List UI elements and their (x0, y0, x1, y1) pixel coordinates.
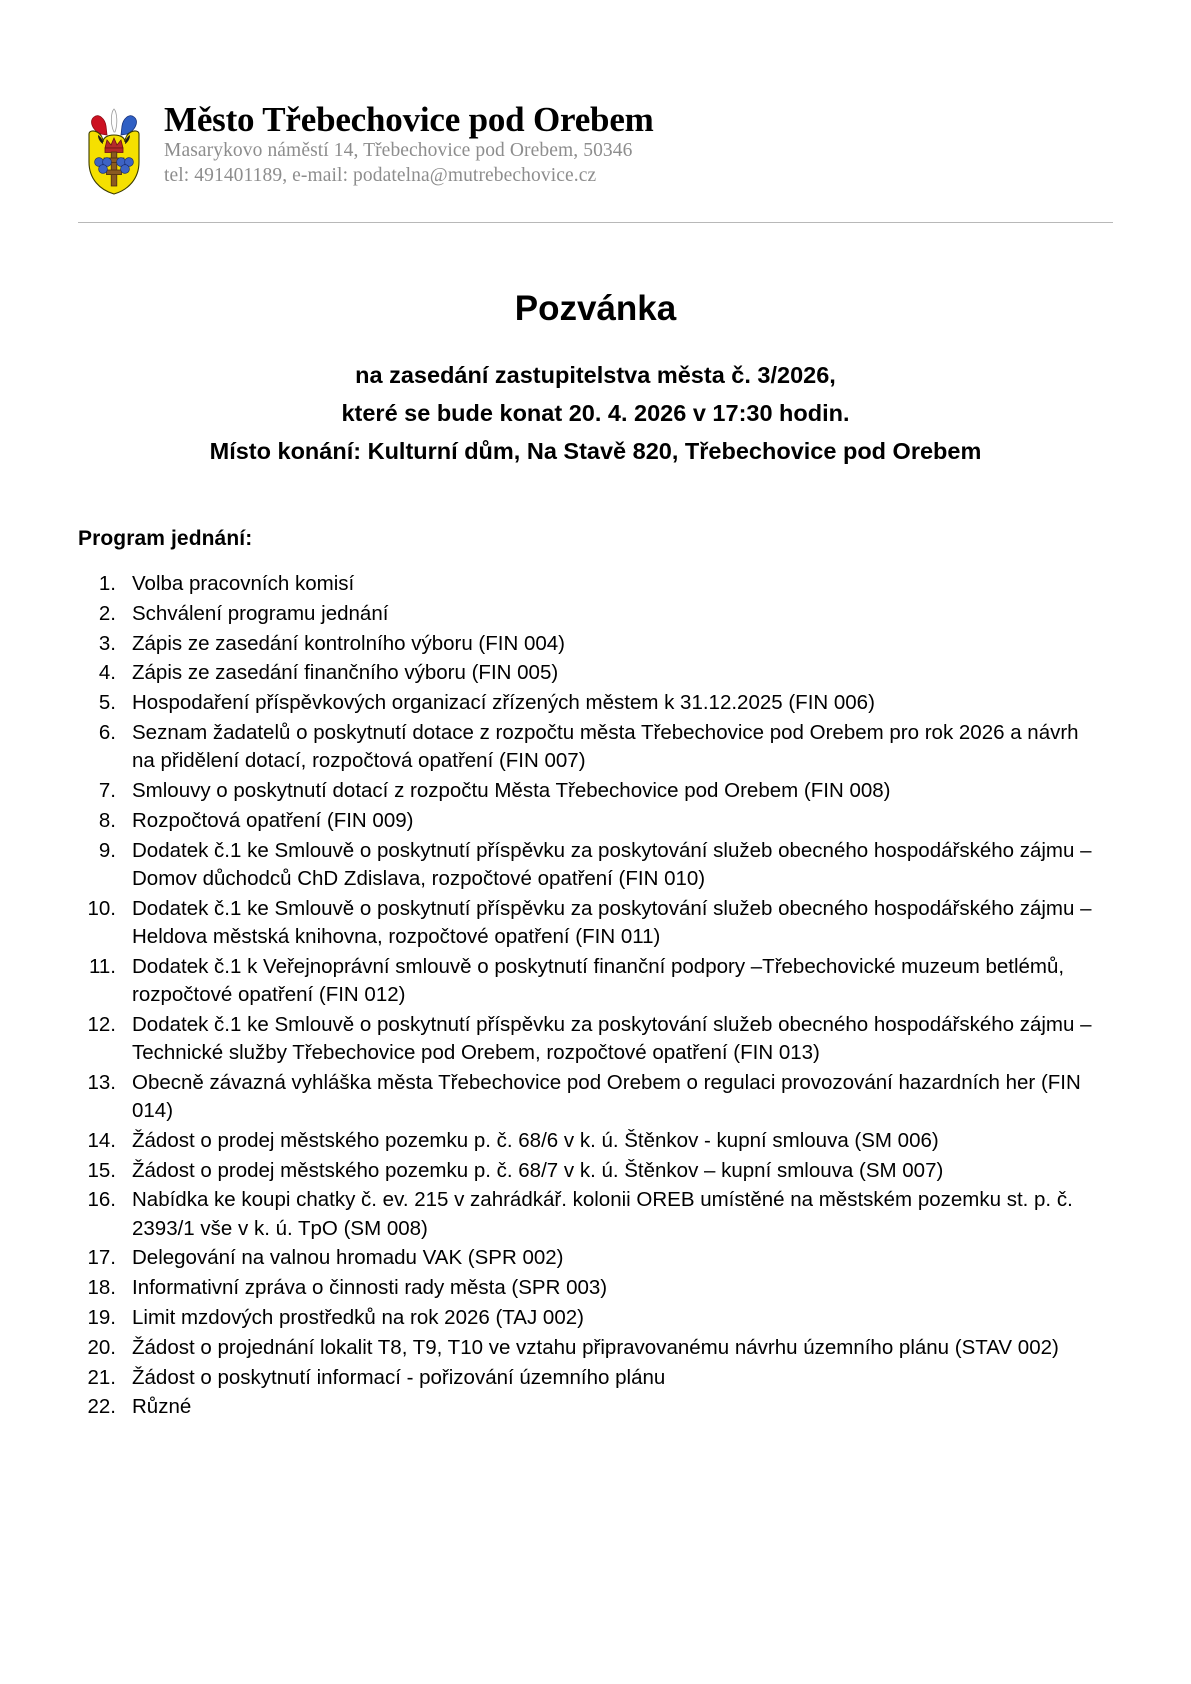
agenda-item-text: Žádost o prodej městského pozemku p. č. 68/7 v k. ú. Štěnkov – kupní smlouva (SM 007) (132, 1158, 944, 1182)
agenda-item-text: Schválení programu jednání (132, 601, 389, 625)
agenda-item (78, 837, 1118, 895)
agenda-item-number: 20. (87, 1335, 116, 1359)
agenda-item-text: Různé (132, 1395, 192, 1419)
agenda-item-number: 6. (98, 720, 116, 744)
agenda-item-number: 11. (89, 954, 116, 978)
agenda-item (78, 1186, 1118, 1244)
agenda-item (78, 570, 1118, 600)
agenda-item (78, 1393, 1118, 1423)
agenda-item-text: Dodatek č.1 ke Smlouvě o poskytnutí příspěvku za poskytování služeb obecného hospodářského zájmu –Heldova městská knihovna, rozpočtové opatření (FIN 011) (132, 896, 1092, 948)
agenda-item-text: Žádost o prodej městského pozemku p. č. 68/6 v k. ú. Štěnkov - kupní smlouva (SM 006) (132, 1128, 939, 1152)
agenda-item (78, 1304, 1118, 1334)
agenda-item-text: Dodatek č.1 k Veřejnoprávní smlouvě o poskytnutí finanční podpory –Třebechovické muzeum betlémů, rozpočtové opatření (FIN 012) (132, 954, 1065, 1006)
agenda-item-number: 4. (98, 661, 116, 685)
agenda-item-number: 16. (87, 1188, 116, 1212)
agenda-item-number: 8. (98, 808, 116, 832)
agenda-item-text: Dodatek č.1 ke Smlouvě o poskytnutí příspěvku za poskytování služeb obecného hospodářského zájmu –Domov důchodců ChD Zdislava, rozpočtové opatření (FIN 010) (132, 838, 1092, 890)
agenda-item (78, 719, 1118, 777)
agenda-item (78, 953, 1118, 1011)
agenda-item-number: 1. (98, 572, 116, 595)
agenda-list (78, 570, 1118, 1423)
agenda-item (78, 1157, 1118, 1187)
agenda-item (78, 807, 1118, 837)
organization-contact: tel: 491401189, e-mail: podatelna@mutrebechovice.cz (164, 165, 597, 187)
agenda-item-text: Obecně závazná vyhláška města Třebechovice pod Orebem o regulaci provozování hazardních her (FIN 014) (132, 1070, 1081, 1123)
letterhead (78, 100, 1113, 196)
agenda-item (78, 600, 1118, 630)
agenda-item-number: 2. (98, 601, 116, 625)
subtitle-line-3: Místo konání: Kulturní dům, Na Stavě 820, Třebechovice pod Orebem (209, 438, 982, 465)
subtitle-line-1: na zasedání zastupitelstva města č. 3/2026, (355, 362, 836, 388)
agenda-item-number: 15. (87, 1158, 116, 1182)
agenda-item-text: Zápis ze zasedání kontrolního výboru (FIN 004) (132, 631, 565, 655)
agenda-item (78, 689, 1118, 719)
agenda-item-text: Smlouvy o poskytnutí dotací z rozpočtu Města Třebechovice pod Orebem (FIN 008) (132, 778, 891, 802)
agenda-item-number: 13. (87, 1070, 116, 1094)
agenda-item-text: Seznam žadatelů o poskytnutí dotace z rozpočtu města Třebechovice pod Orebem pro rok 2026 a návrh na přidělení dotací, rozpočtová opatření (FIN 007) (132, 720, 1079, 773)
agenda-item-number: 21. (87, 1365, 116, 1389)
agenda-item (78, 630, 1118, 660)
agenda-item-text: Žádost o poskytnutí informací - pořizování územního plánu (132, 1365, 666, 1389)
agenda-item-number: 18. (87, 1276, 116, 1300)
page-title: Pozvánka (514, 289, 677, 328)
agenda-item (78, 1274, 1118, 1304)
agenda-item-text: Rozpočtová opatření (FIN 009) (132, 808, 414, 832)
agenda-item (78, 1127, 1118, 1157)
program-heading: Program jednání: (78, 527, 253, 550)
agenda-item-number: 14. (87, 1128, 116, 1152)
agenda-item-text: Žádost o projednání lokalit T8, T9, T10 ve vztahu připravovanému návrhu územního plánu (STAV 002) (132, 1335, 1059, 1359)
agenda-item (78, 1334, 1118, 1364)
agenda-item-number: 3. (98, 631, 116, 655)
header-divider (78, 222, 1113, 223)
organization-address: Masarykovo náměstí 14, Třebechovice pod Orebem, 50346 (164, 140, 633, 162)
title-block (78, 288, 1113, 470)
agenda-item (78, 895, 1118, 953)
agenda-item-number: 19. (87, 1306, 116, 1330)
agenda-item (78, 1244, 1118, 1274)
agenda-item-text: Zápis ze zasedání finančního výboru (FIN 005) (132, 661, 559, 685)
agenda-item-text: Hospodaření příspěvkových organizací zřízených městem k 31.12.2025 (FIN 006) (132, 691, 875, 715)
agenda-item-text: Informativní zpráva o činnosti rady města (SPR 003) (132, 1276, 608, 1300)
agenda-item (78, 1011, 1118, 1069)
agenda-item (78, 777, 1118, 807)
agenda-item-number: 10. (87, 896, 116, 920)
organization-name: Město Třebechovice pod Orebem (164, 100, 654, 139)
agenda-item-text: Volba pracovních komisí (132, 572, 355, 595)
coat-of-arms-icon (78, 104, 150, 196)
agenda-item-number: 9. (98, 838, 116, 862)
agenda-item-text: Dodatek č.1 ke Smlouvě o poskytnutí příspěvku za poskytování služeb obecného hospodářského zájmu –Technické služby Třebechovice pod Orebem, rozpočtové opatření (FIN 013) (132, 1012, 1092, 1064)
agenda-item (78, 1364, 1118, 1394)
agenda-item-number: 17. (87, 1246, 116, 1270)
subtitle-line-2: které se bude konat 20. 4. 2026 v 17:30 hodin. (341, 400, 850, 427)
agenda-item-number: 5. (98, 691, 116, 715)
agenda-item (78, 1069, 1118, 1127)
agenda-item-text: Delegování na valnou hromadu VAK (SPR 002) (132, 1246, 564, 1270)
agenda-item (78, 659, 1118, 689)
agenda-item-number: 22. (87, 1395, 116, 1419)
agenda-item-text: Nabídka ke koupi chatky č. ev. 215 v zahrádkář. kolonii OREB umístěné na městském pozemku st. p. č. 2393/1 vše v k. ú. TpO (SM 008) (132, 1188, 1073, 1240)
letterhead-text (164, 100, 1113, 189)
agenda-item-text: Limit mzdových prostředků na rok 2026 (TAJ 002) (132, 1306, 584, 1330)
agenda-item-number: 12. (87, 1012, 116, 1036)
agenda-item-number: 7. (98, 778, 116, 802)
